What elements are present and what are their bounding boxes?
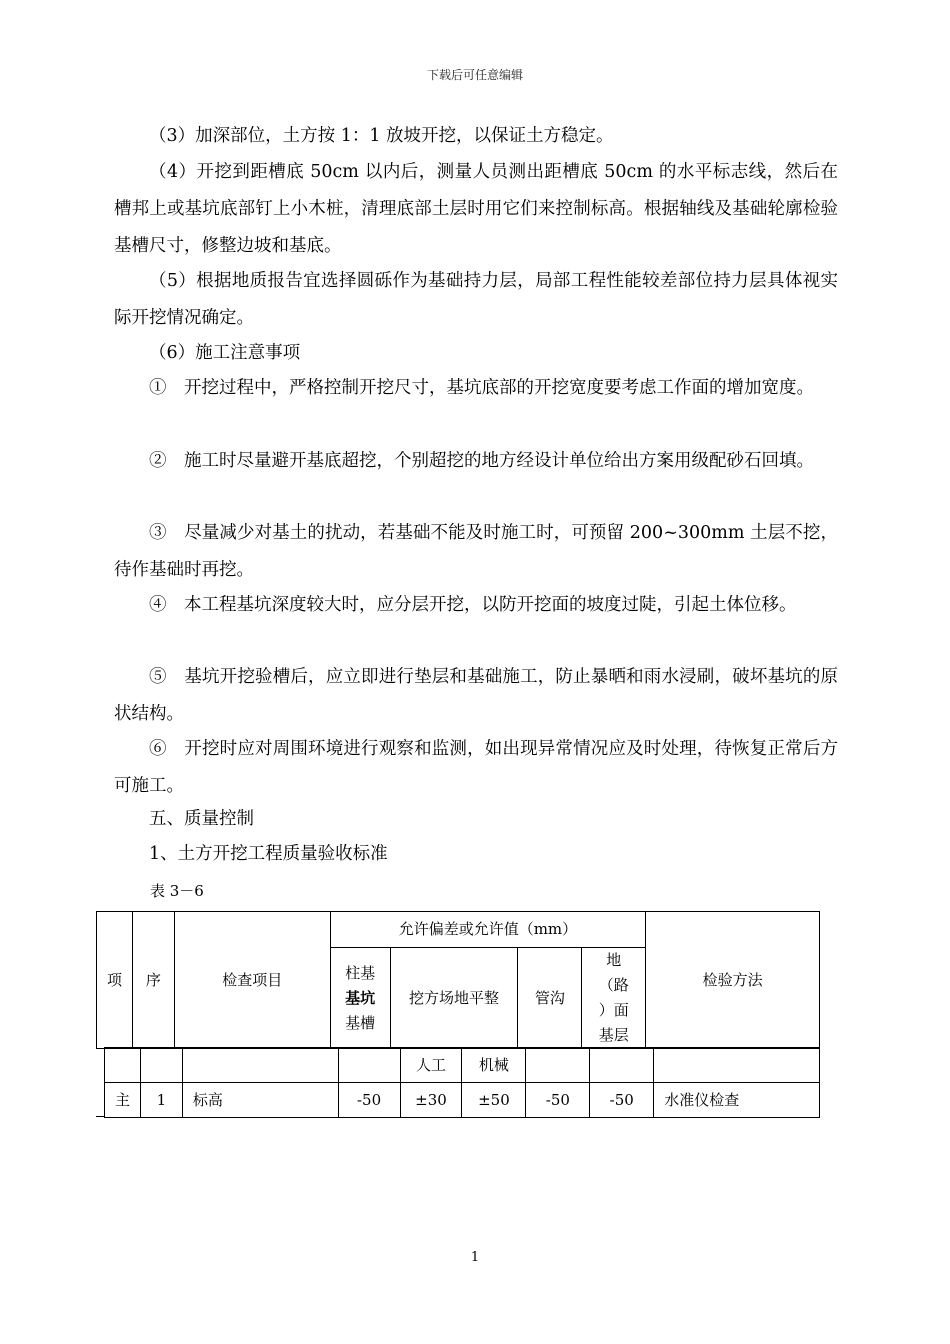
- header-check-item: 检查项目: [174, 912, 330, 1049]
- header-foundation-line3: 基槽: [345, 1013, 376, 1032]
- row-value-trench: -50: [526, 1083, 590, 1118]
- header-foundation-pit: [330, 948, 390, 1049]
- page-number: 1: [470, 1250, 480, 1265]
- table-body: [104, 1047, 820, 1118]
- cell-empty: [105, 1048, 141, 1083]
- table-corner-line: [96, 1116, 104, 1117]
- row-seq: 1: [140, 1083, 182, 1118]
- paragraph-6-heading: （6）施工注意事项: [149, 343, 301, 363]
- section-heading: 五、质量控制: [149, 809, 254, 829]
- paragraph-3: （3）加深部位，土方按 1：1 放坡开挖，以保证土方稳定。: [149, 126, 614, 146]
- note-5: ⑤ 基坑开挖验槽后，应立即进行垫层和基础施工，防止暴晒和雨水浸刷，破坏基坑的原状结构。: [114, 667, 838, 724]
- header-site-leveling: 挖方场地平整: [390, 948, 518, 1049]
- table-row: [105, 1083, 820, 1118]
- header-road-line4: 基层: [598, 1026, 629, 1044]
- header-allowed-deviation: 允许偏差或允许值（mm）: [330, 912, 646, 948]
- note-6: ⑥ 开挖时应对周围环境进行观察和监测，如出现异常情况应及时处理，待恢复正常后方可施工。: [114, 739, 838, 796]
- cell-empty: [526, 1048, 590, 1083]
- header-road-line3: ）面: [598, 1001, 629, 1019]
- note-4: ④ 本工程基坑深度较大时，应分层开挖，以防开挖面的坡度过陡，引起土体位移。: [149, 595, 797, 615]
- row-value-road: -50: [590, 1083, 654, 1118]
- subheader-row: [105, 1048, 820, 1083]
- row-method: 水准仪检查: [654, 1083, 820, 1118]
- header-trench: 管沟: [518, 948, 582, 1049]
- subheader-machine: 机械: [462, 1048, 526, 1083]
- row-item: 主: [105, 1083, 141, 1118]
- row-value-foundation: -50: [338, 1083, 400, 1118]
- page-header: 下载后可任意编辑: [426, 68, 523, 82]
- cell-empty: [182, 1048, 338, 1083]
- header-method: 检验方法: [646, 912, 820, 1049]
- note-2: ② 施工时尽量避开基底超挖，个别超挖的地方经设计单位给出方案用级配砂石回填。: [149, 451, 814, 471]
- subheader-manual: 人工: [400, 1048, 462, 1083]
- cell-empty: [654, 1048, 820, 1083]
- header-road-line2: （路: [598, 976, 629, 994]
- subsection-heading: 1、土方开挖工程质量验收标准: [149, 844, 388, 864]
- header-item: 项: [97, 912, 133, 1049]
- row-value-machine: ±50: [462, 1083, 526, 1118]
- header-foundation-line1: 柱基: [345, 963, 376, 982]
- row-check-item: 标高: [182, 1083, 338, 1118]
- row-value-manual: ±30: [400, 1083, 462, 1118]
- note-1: ① 开挖过程中，严格控制开挖尺寸，基坑底部的开挖宽度要考虑工作面的增加宽度。: [149, 378, 814, 398]
- note-3: ③ 尽量减少对基土的扰动，若基础不能及时施工时，可预留 200~300mm 土层不挖，待作基础时再挖。: [114, 523, 838, 580]
- cell-empty: [590, 1048, 654, 1083]
- paragraph-5: （5）根据地质报告宜选择圆砾作为基础持力层，局部工程性能较差部位持力层具体视实际开挖情况确定。: [114, 271, 838, 328]
- header-foundation-line2: 基坑: [345, 988, 376, 1007]
- header-road-line1: 地: [606, 951, 622, 969]
- cell-empty: [338, 1048, 400, 1083]
- paragraph-4: （4）开挖到距槽底 50cm 以内后，测量人员测出距槽底 50cm 的水平标志线，然后在槽邦上或基坑底部钉上小木桩，清理底部土层时用它们来控制标高。根据轴线及基础轮廓检验基槽尺寸，修整边坡和基底。: [114, 162, 838, 256]
- table-caption: 表 3－6: [150, 882, 204, 900]
- header-road-base: [582, 948, 646, 1049]
- header-seq: 序: [132, 912, 174, 1049]
- table-header: [96, 911, 820, 1049]
- cell-empty: [140, 1048, 182, 1083]
